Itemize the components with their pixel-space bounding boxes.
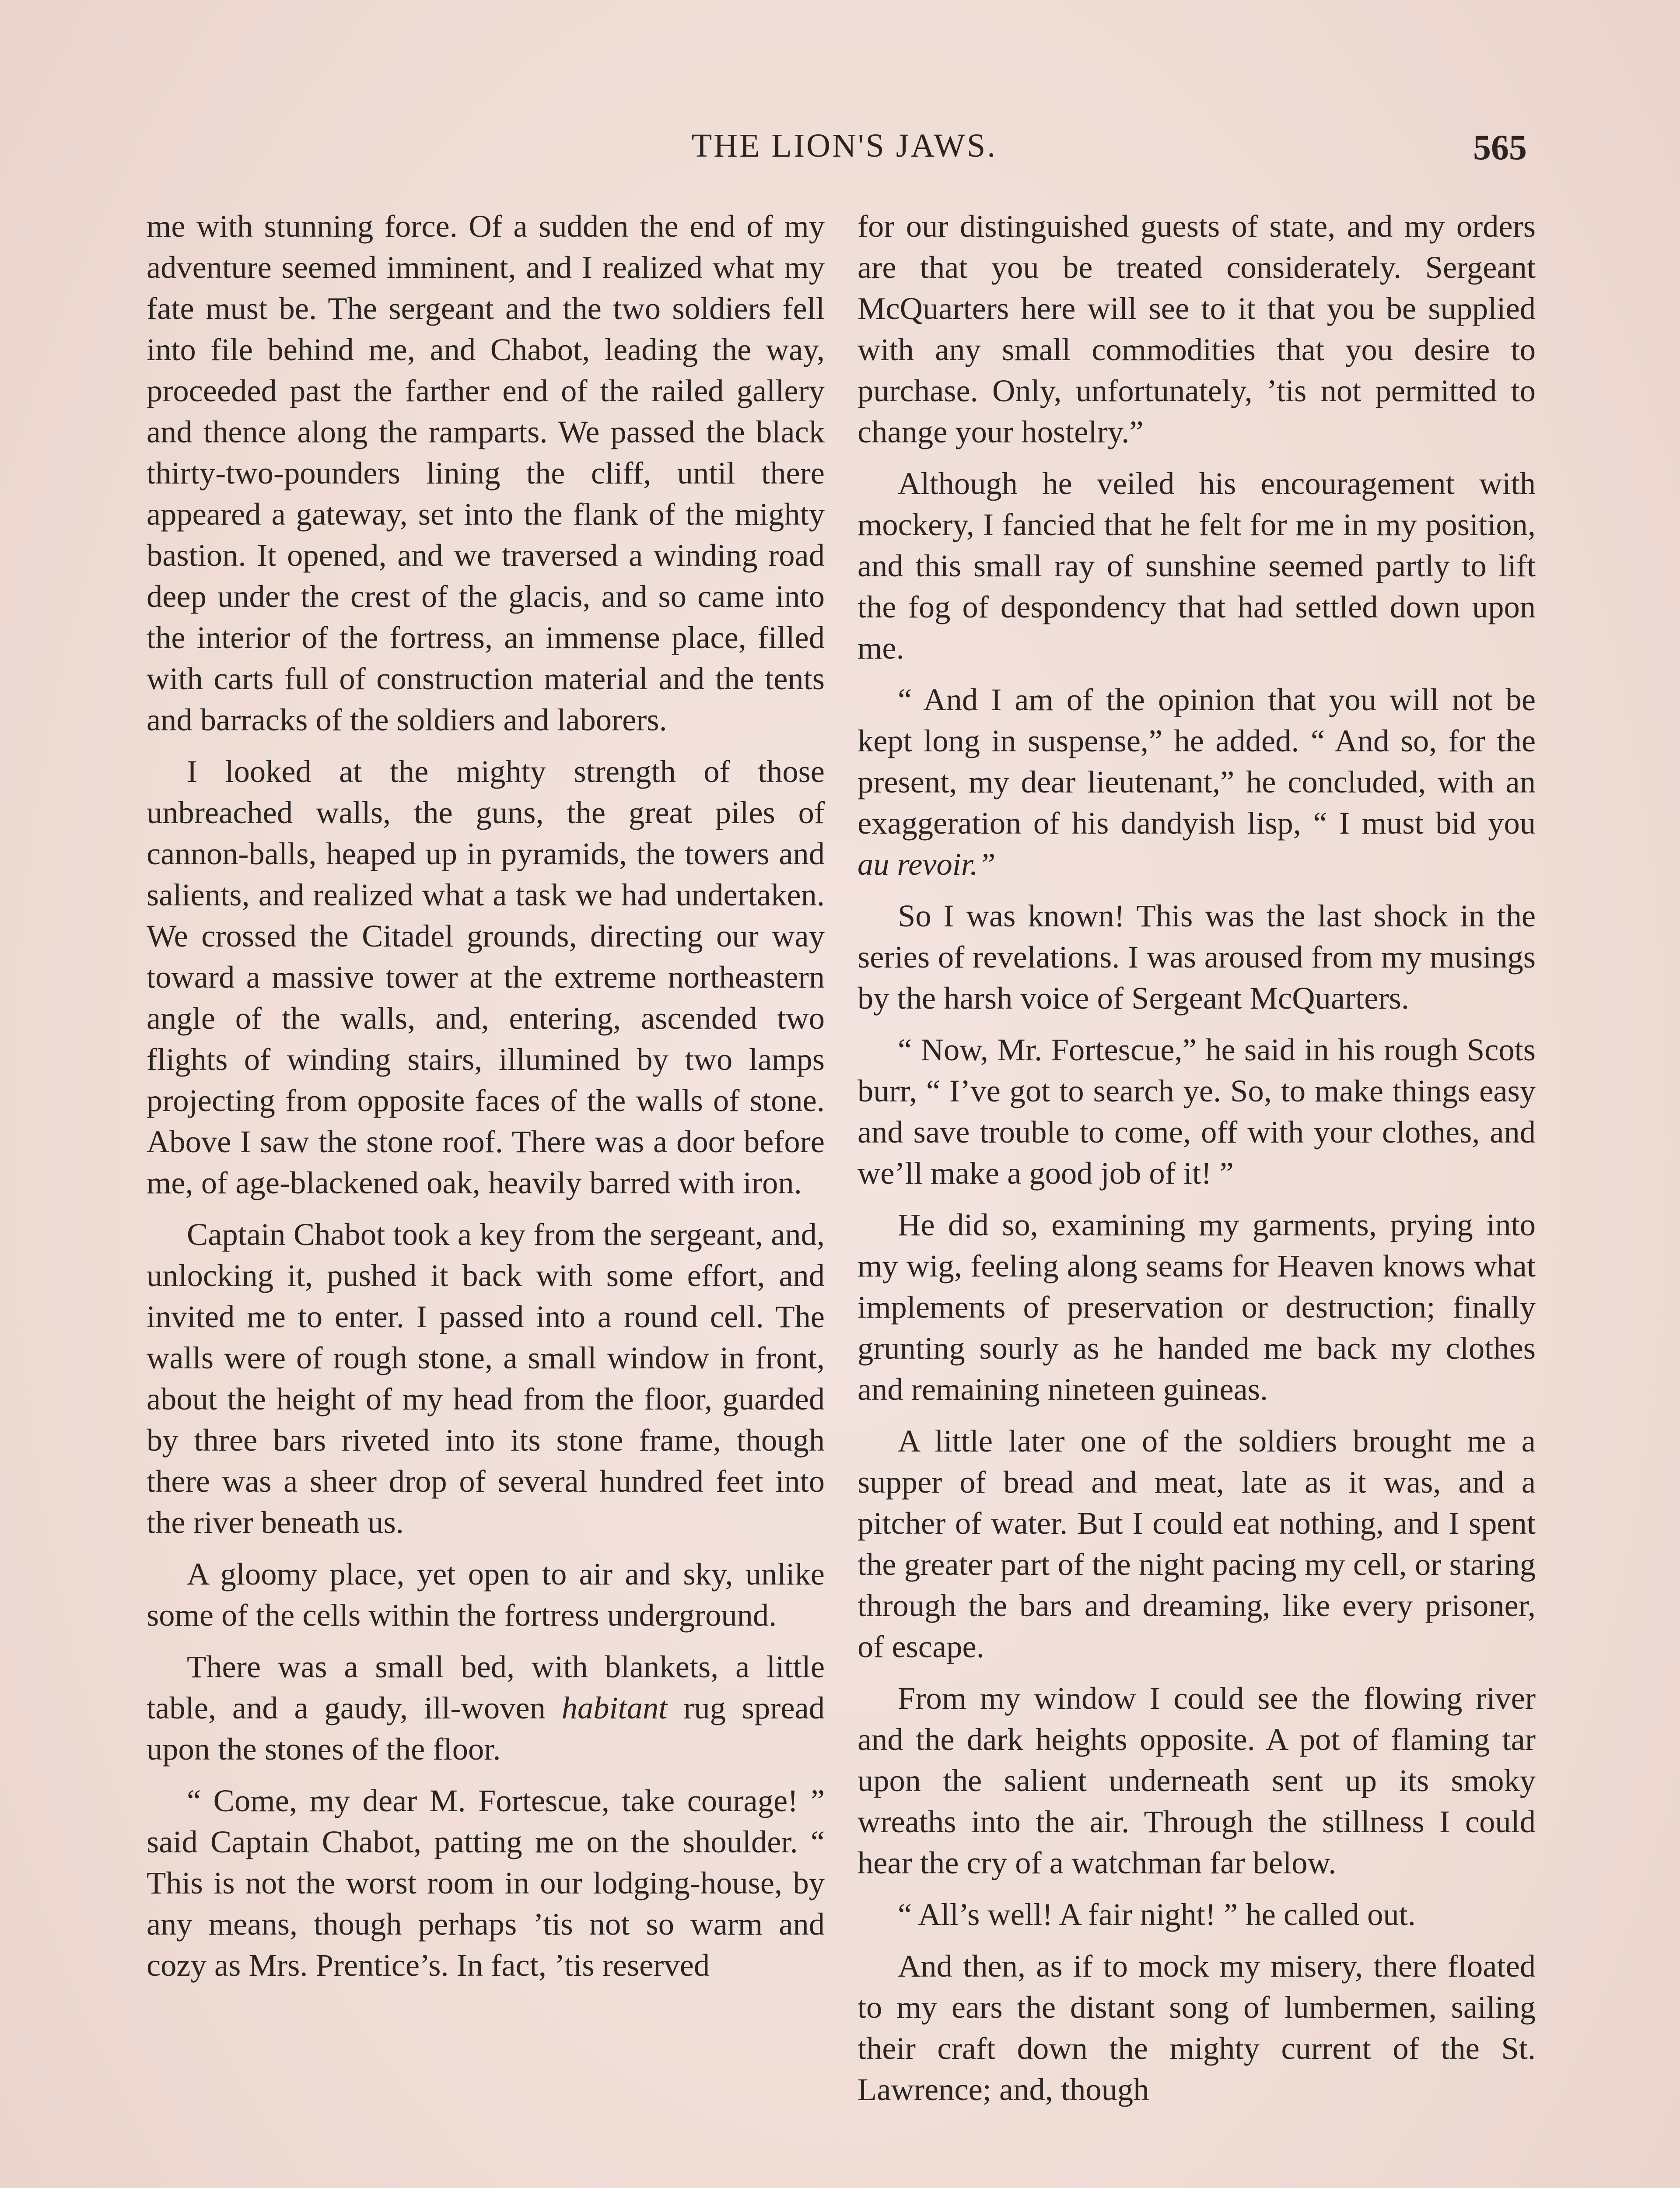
right-column xyxy=(858,206,1536,2110)
left-column xyxy=(147,206,825,1986)
page-header xyxy=(144,127,1544,175)
italic-word: habitant xyxy=(561,1690,668,1725)
page-number: 565 xyxy=(1473,127,1527,167)
paragraph: “ Come, my dear M. Fortescue, take courage! ” said Captain Chabot, patting me on the shoulder. “ This is not the worst room in our lodging-house, by any means, though perhaps ’tis not so warm and cozy as Mrs. Prentice’s. In fact, ’tis reserved xyxy=(147,1783,825,1983)
text-run: There was a small bed, with blankets, a little table, and a gaudy, ill-woven xyxy=(147,1649,825,1725)
paragraph xyxy=(858,679,1536,885)
text-run: “ And I am of the opinion that you will not be kept long in suspense,” he added. “ And so, for the present, my dear lieutenant,” he concluded, with an exaggeration of his dandyish lisp, “ I must bid you xyxy=(858,682,1536,841)
paragraph: So I was known! This was the last shock in the series of revelations. I was aroused from my musings by the harsh voice of Sergeant McQuarters. xyxy=(858,898,1536,1016)
running-head: THE LION'S JAWS. xyxy=(691,127,998,164)
paragraph: Although he veiled his encouragement with mockery, I fancied that he felt for me in my position, and this small ray of sunshine seemed partly to lift the fog of despondency that had settled down upon me. xyxy=(858,466,1536,666)
italic-phrase: au revoir.” xyxy=(858,846,996,882)
paragraph: “ All’s well! A fair night! ” he called out. xyxy=(898,1897,1416,1932)
paragraph: From my window I could see the flowing river and the dark heights opposite. A pot of flaming tar upon the salient underneath sent up its smoky wreaths into the air. Through the stillness I could hear the cry of a watchman far below. xyxy=(858,1680,1536,1880)
paragraph xyxy=(147,1646,825,1770)
paragraph: He did so, examining my garments, prying into my wig, feeling along seams for Heaven knows what implements of preservation or destruction; finally grunting sourly as he handed me back my clothes and remaining nineteen guineas. xyxy=(858,1207,1536,1407)
paragraph: for our distinguished guests of state, and my orders are that you be treated considerately. Sergeant McQuarters here will see to it that you be supplied with any small commodities that you desire to purchase. Only, unfortunately, ’tis not permitted to change your hostelry.” xyxy=(858,208,1536,449)
paragraph: Captain Chabot took a key from the sergeant, and, unlocking it, pushed it back with some effort, and invited me to enter. I passed into a round cell. The walls were of rough stone, a small window in front, about the height of my head from the floor, guarded by three bars riveted into its stone frame, though there was a sheer drop of several hundred feet into the river beneath us. xyxy=(147,1217,825,1540)
text-run: rug spread upon the stones of the floor. xyxy=(147,1690,825,1767)
paragraph: me with stunning force. Of a sudden the end of my adventure seemed imminent, and I realized what my fate must be. The sergeant and the two soldiers fell into file behind me, and Chabot, leading the way, proceeded past the farther end of the railed gallery and thence along the ramparts. We passed the black thirty-two-pounders lining the cliff, until there appeared a gateway, set into the flank of the mighty bastion. It opened, and we traversed a winding road deep under the crest of the glacis, and so came into the interior of the fortress, an immense place, filled with carts full of construction material and the tents and barracks of the soldiers and laborers. xyxy=(147,208,825,737)
paragraph: I looked at the mighty strength of those unbreached walls, the guns, the great piles of cannon-balls, heaped up in pyramids, the towers and salients, and realized what a task we had undertaken. We crossed the Citadel grounds, directing our way toward a massive tower at the extreme northeastern angle of the walls, and, entering, ascended two flights of winding stairs, illumined by two lamps projecting from opposite faces of the walls of stone. Above I saw the stone roof. There was a door before me, of age-blackened oak, heavily barred with iron. xyxy=(147,754,825,1200)
paragraph: “ Now, Mr. Fortescue,” he said in his rough Scots burr, “ I’ve got to search ye. So, to make things easy and save trouble to come, off with your clothes, and we’ll make a good job of it! ” xyxy=(858,1032,1536,1191)
paragraph: A gloomy place, yet open to air and sky, unlike some of the cells within the fortress underground. xyxy=(147,1556,825,1633)
paragraph: A little later one of the soldiers brought me a supper of bread and meat, late as it was, and a pitcher of water. But I could eat nothing, and I spent the greater part of the night pacing my cell, or staring through the bars and dreaming, like every prisoner, of escape. xyxy=(858,1423,1536,1664)
paragraph: And then, as if to mock my misery, there floated to my ears the distant song of lumbermen, sailing their craft down the mighty current of the St. Lawrence; and, though xyxy=(858,1948,1536,2107)
